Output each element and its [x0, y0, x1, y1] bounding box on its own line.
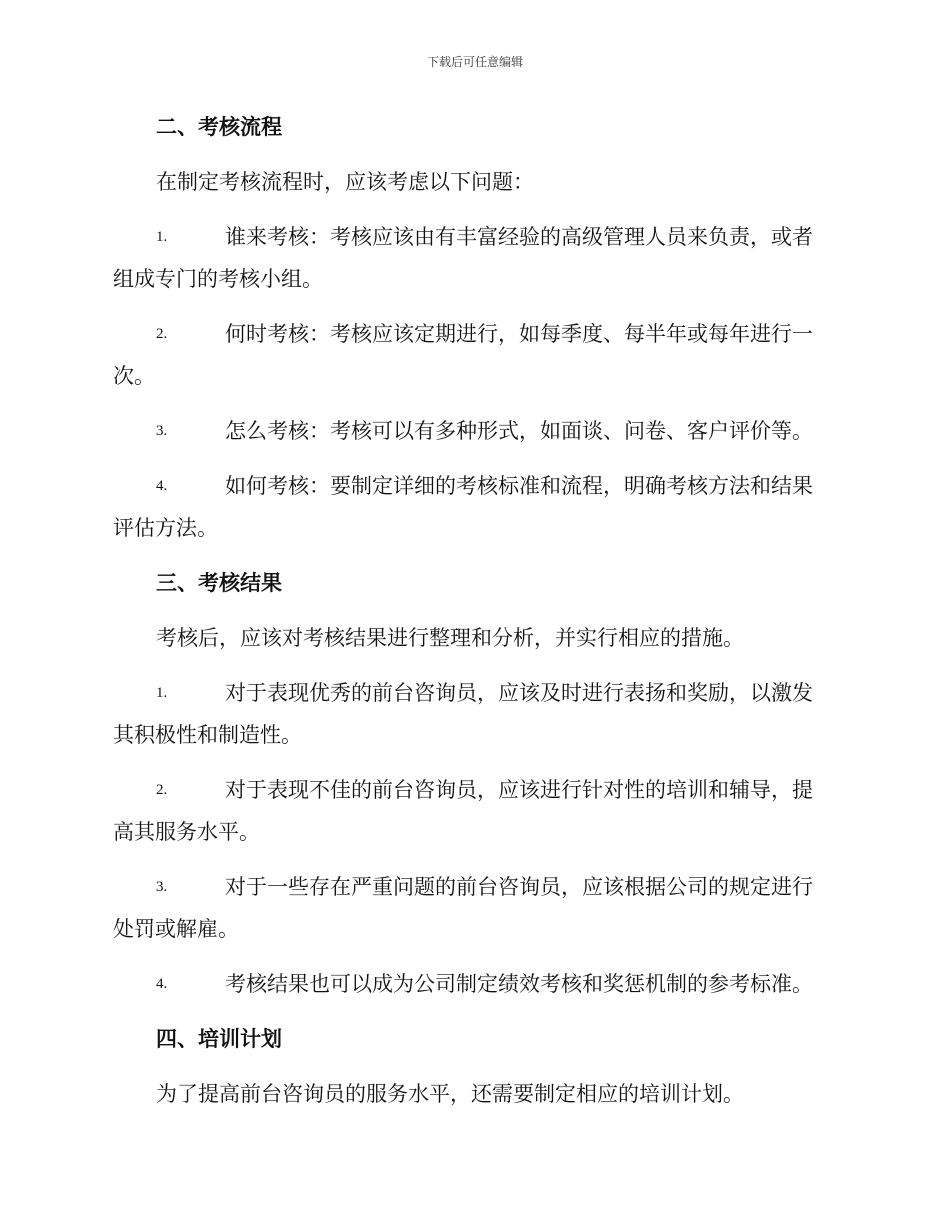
list-item-text: 考核结果也可以成为公司制定绩效考核和奖惩机制的参考标准。: [225, 972, 813, 996]
list-item-continuation: 其积极性和制造性。: [113, 723, 302, 747]
section-heading-process: 二、考核流程: [156, 114, 282, 139]
list-item: [113, 320, 835, 390]
list-item-text: 对于表现优秀的前台咨询员，应该及时进行表扬和奖励，以激发: [225, 681, 813, 705]
list-item-text: 对于表现不佳的前台咨询员，应该进行针对性的培训和辅导，提: [225, 778, 813, 802]
list-item: [113, 223, 835, 293]
list-item-continuation: 次。: [113, 364, 155, 388]
list-item-text: 谁来考核：考核应该由有丰富经验的高级管理人员来负责，或者: [225, 225, 813, 249]
list-item-text: 何时考核：考核应该定期进行，如每季度、每半年或每年进行一: [225, 322, 813, 346]
list-item: [113, 776, 835, 846]
section-heading-training: 四、培训计划: [156, 1026, 282, 1051]
list-item-continuation: 组成专门的考核小组。: [113, 267, 323, 291]
list-item: [113, 472, 835, 542]
list-item-number: 2.: [156, 326, 168, 342]
list-item-continuation: 评估方法。: [113, 516, 218, 540]
page-header-note: 下载后可任意编辑: [426, 55, 523, 69]
list-item-number: 3.: [156, 423, 168, 439]
section-intro-training: 为了提高前台咨询员的服务水平，还需要制定相应的培训计划。: [156, 1082, 744, 1106]
list-item-text: 对于一些存在严重问题的前台咨询员，应该根据公司的规定进行: [225, 875, 813, 899]
list-item: [113, 679, 835, 749]
section-heading-results: 三、考核结果: [156, 570, 282, 595]
list-item: [113, 970, 835, 998]
list-item-continuation: 高其服务水平。: [113, 820, 260, 844]
list-item-text: 如何考核：要制定详细的考核标准和流程，明确考核方法和结果: [225, 474, 813, 498]
list-item-number: 2.: [156, 782, 168, 798]
list-item-text: 怎么考核：考核可以有多种形式，如面谈、问卷、客户评价等。: [225, 419, 813, 443]
list-item: [113, 417, 835, 445]
list-item-number: 3.: [156, 879, 168, 895]
section-intro-process: 在制定考核流程时，应该考虑以下问题：: [156, 170, 534, 194]
list-item-number: 4.: [156, 478, 168, 494]
list-item-number: 4.: [156, 976, 168, 992]
list-item: [113, 873, 835, 943]
section-intro-results: 考核后，应该对考核结果进行整理和分析，并实行相应的措施。: [156, 626, 744, 650]
list-item-number: 1.: [156, 685, 168, 701]
list-item-continuation: 处罚或解雇。: [113, 917, 239, 941]
list-item-number: 1.: [156, 229, 168, 245]
